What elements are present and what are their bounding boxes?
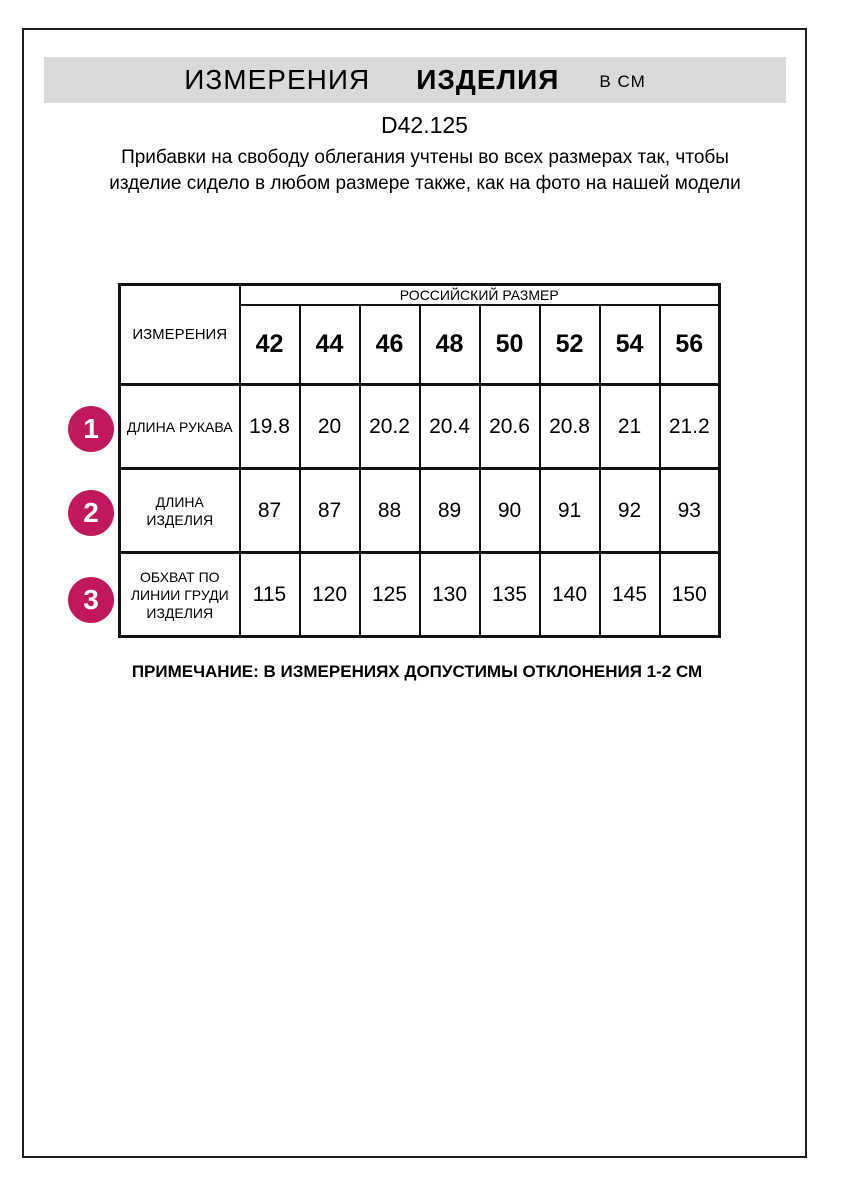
value-cell: 135 [480,553,540,637]
value-cell: 91 [540,469,600,553]
table-row [120,285,720,305]
value-cell: 140 [540,553,600,637]
value-cell: 88 [360,469,420,553]
fit-description: Прибавки на свободу облегания учтены во всех размерах так, чтобы изделие сидело в любом размере также, как на фото на нашей модели [109,147,741,194]
title-unit-label: В СМ [599,72,646,91]
page-title-emphasis: ИЗДЕЛИЯ [416,64,560,95]
tolerance-note: ПРИМЕЧАНИЕ: В ИЗМЕРЕНИЯХ ДОПУСТИМЫ ОТКЛОНЕНИЯ 1-2 СМ [131,662,703,681]
value-cell: 115 [240,553,300,637]
value-cell: 145 [600,553,660,637]
value-cell: 20.4 [420,385,480,469]
row-number-badge-2: 2 [68,490,114,536]
size-group-header: РОССИЙСКИЙ РАЗМЕР [240,285,720,305]
size-header-cell: 50 [480,305,540,385]
value-cell: 90 [480,469,540,553]
model-code: D42.125 [381,112,468,138]
size-header-cell: 42 [240,305,300,385]
value-cell: 92 [600,469,660,553]
size-header-cell: 48 [420,305,480,385]
row-label: ДЛИНА ИЗДЕЛИЯ [120,469,240,553]
value-cell: 125 [360,553,420,637]
value-cell: 20.2 [360,385,420,469]
size-header-cell: 52 [540,305,600,385]
page-title: ИЗМЕРЕНИЯ [184,64,371,95]
measurements-column-header: ИЗМЕРЕНИЯ [120,285,240,385]
value-cell: 87 [300,469,360,553]
table-row-chest-girth [120,553,720,637]
value-cell: 93 [660,469,720,553]
size-header-cell: 56 [660,305,720,385]
title-bar [44,57,786,103]
size-header-cell: 54 [600,305,660,385]
value-cell: 20.8 [540,385,600,469]
value-cell: 120 [300,553,360,637]
row-number-badge-1: 1 [68,406,114,452]
table-row-sleeve-length [120,385,720,469]
value-cell: 87 [240,469,300,553]
value-cell: 20 [300,385,360,469]
value-cell: 21 [600,385,660,469]
row-label: ДЛИНА РУКАВА [120,385,240,469]
size-header-cell: 46 [360,305,420,385]
value-cell: 150 [660,553,720,637]
measurements-table [118,283,721,638]
value-cell: 130 [420,553,480,637]
size-header-cell: 44 [300,305,360,385]
value-cell: 89 [420,469,480,553]
row-label: ОБХВАТ ПО ЛИНИИ ГРУДИ ИЗДЕЛИЯ [120,553,240,637]
row-number-badge-3: 3 [68,577,114,623]
value-cell: 21.2 [660,385,720,469]
value-cell: 19.8 [240,385,300,469]
table-row-garment-length [120,469,720,553]
value-cell: 20.6 [480,385,540,469]
